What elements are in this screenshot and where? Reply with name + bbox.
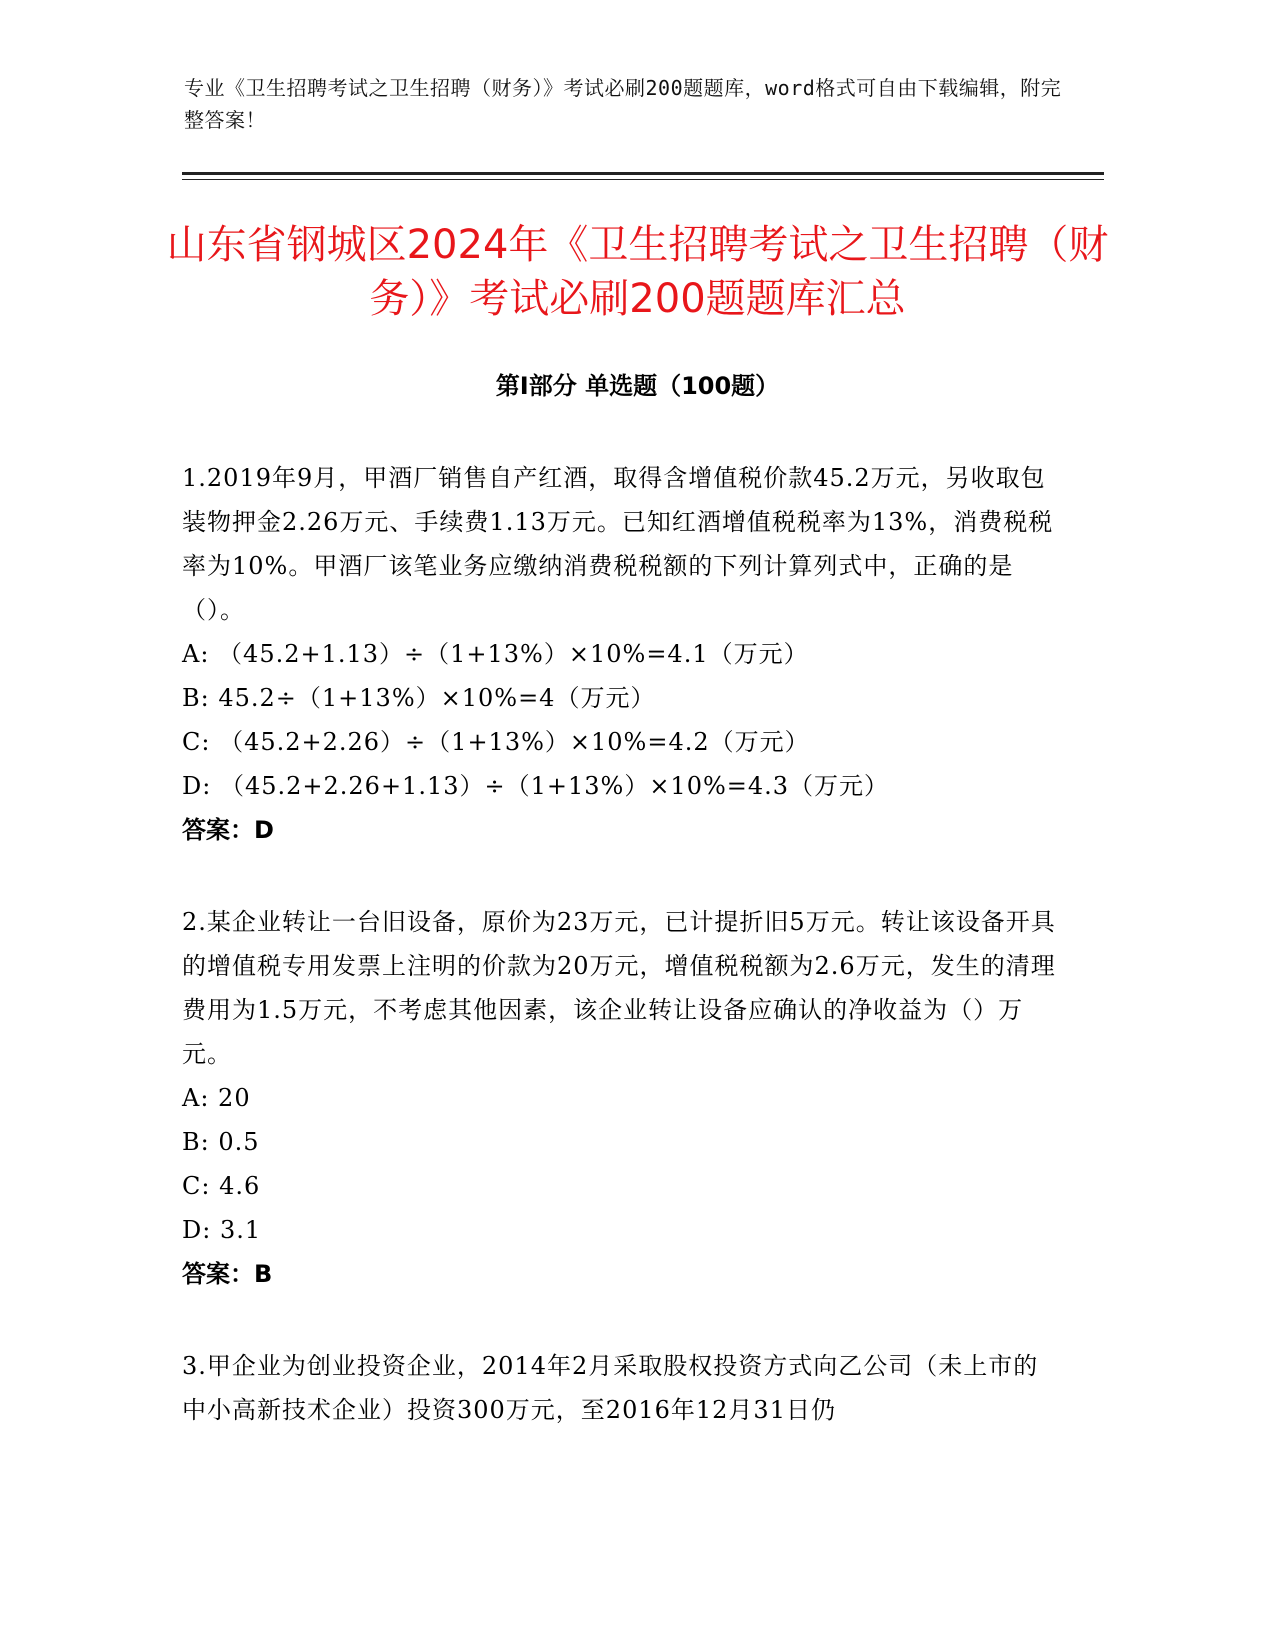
header-note: 专业《卫生招聘考试之卫生招聘（财务）》考试必刷200题题库，word格式可自由下载编辑，附完整答案！ bbox=[184, 76, 1062, 132]
option-a: A: 20 bbox=[182, 1084, 251, 1112]
question-1 bbox=[182, 456, 1062, 852]
question-stem: 3.甲企业为创业投资企业，2014年2月采取股权投资方式向乙公司（未上市的中小高新技术企业）投资300万元，至2016年12月31日仍 bbox=[182, 1352, 1039, 1424]
section-heading: 第Ⅰ部分 单选题（100题） bbox=[495, 372, 780, 400]
option-c: C: （45.2+2.26）÷（1+13%）×10%=4.2（万元） bbox=[182, 728, 810, 756]
option-a: A: （45.2+1.13）÷（1+13%）×10%=4.1（万元） bbox=[182, 640, 809, 668]
answer-label: 答案：B bbox=[182, 1260, 273, 1288]
question-stem: 2.某企业转让一台旧设备，原价为23万元，已计提折旧5万元。转让该设备开具的增值税专用发票上注明的价款为20万元，增值税税额为2.6万元，发生的清理费用为1.5万元，不考虑其他因素，该企业转让设备应确认的净收益为（）万元。 bbox=[182, 908, 1056, 1068]
question-stem: 1.2019年9月，甲酒厂销售自产红酒，取得含增值税价款45.2万元，另收取包装物押金2.26万元、手续费1.13万元。已知红酒增值税税率为13%，消费税税率为10%。甲酒厂该笔业务应缴纳消费税税额的下列计算列式中，正确的是（）。 bbox=[182, 464, 1054, 624]
header-divider-thin bbox=[182, 179, 1104, 180]
option-d: D: 3.1 bbox=[182, 1216, 262, 1244]
option-d: D: （45.2+2.26+1.13）÷（1+13%）×10%=4.3（万元） bbox=[182, 772, 890, 800]
document-title: 山东省钢城区2024年《卫生招聘考试之卫生招聘（财务）》考试必刷200题题库汇总 bbox=[166, 222, 1109, 322]
question-3 bbox=[182, 1344, 1062, 1432]
option-b: B: 45.2÷（1+13%）×10%=4（万元） bbox=[182, 684, 656, 712]
question-list bbox=[182, 456, 1062, 1480]
option-b: B: 0.5 bbox=[182, 1128, 260, 1156]
option-c: C: 4.6 bbox=[182, 1172, 261, 1200]
question-2 bbox=[182, 900, 1062, 1296]
answer-label: 答案：D bbox=[182, 816, 274, 844]
header-divider-thick bbox=[182, 172, 1104, 175]
